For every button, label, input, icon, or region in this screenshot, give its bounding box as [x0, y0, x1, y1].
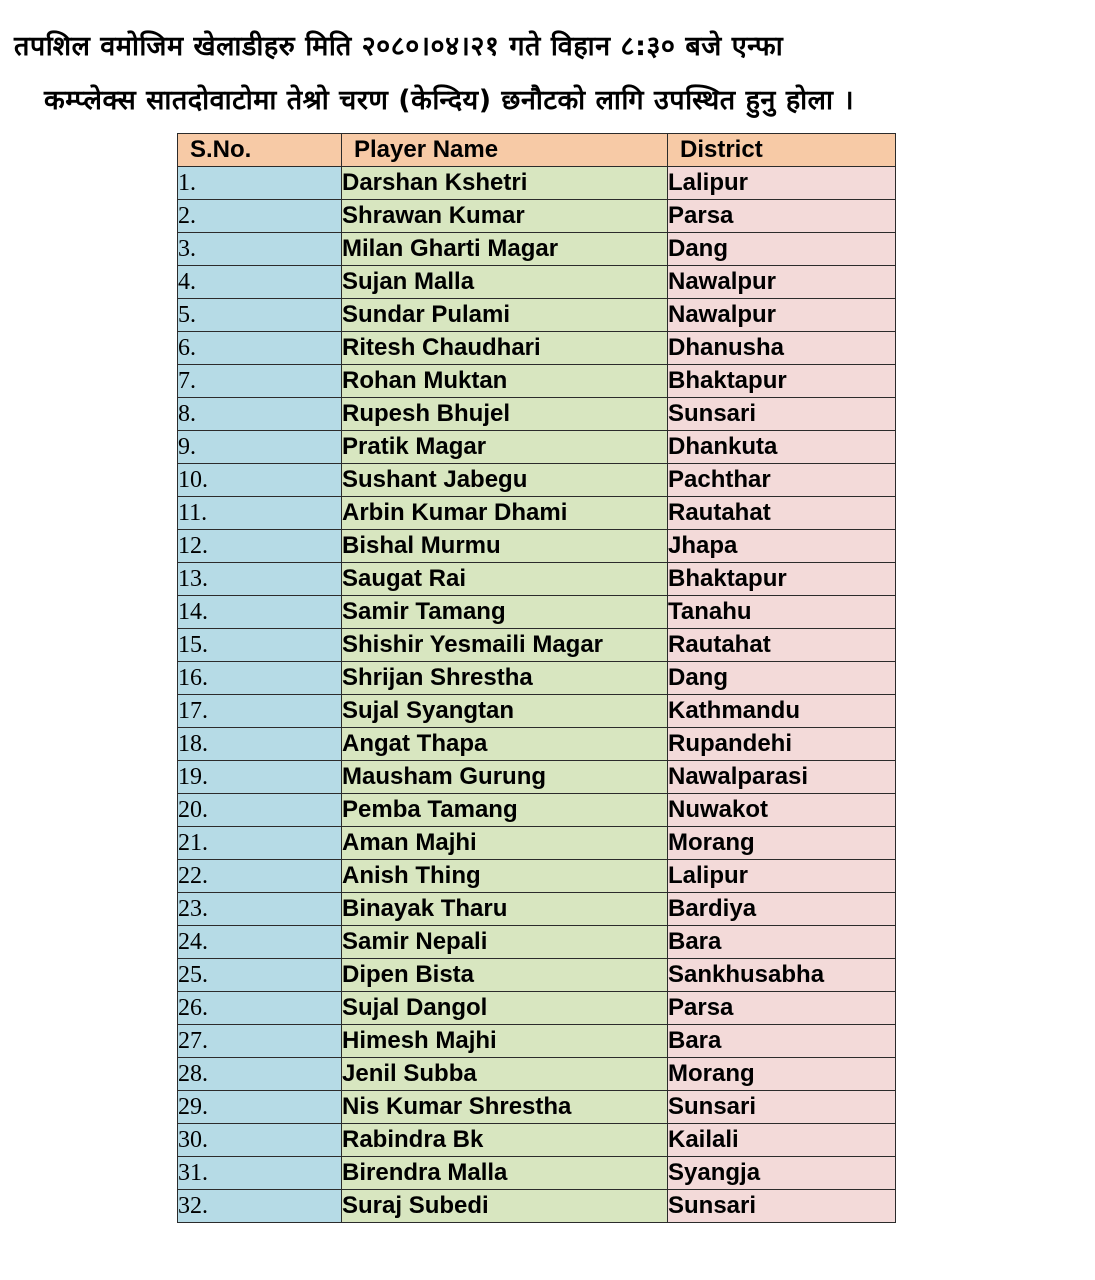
player-name-cell: Nis Kumar Shrestha [342, 1091, 668, 1124]
player-name-cell: Suraj Subedi [342, 1190, 668, 1223]
district-cell: Bhaktapur [668, 365, 896, 398]
player-name-cell: Pemba Tamang [342, 794, 668, 827]
district-cell: Kailali [668, 1124, 896, 1157]
district-cell: Pachthar [668, 464, 896, 497]
district-cell: Rautahat [668, 629, 896, 662]
serial-number-cell: 23. [178, 893, 342, 926]
table-row [178, 332, 896, 365]
player-name-cell: Rohan Muktan [342, 365, 668, 398]
player-name-cell: Saugat Rai [342, 563, 668, 596]
player-name-cell: Samir Tamang [342, 596, 668, 629]
player-name-cell: Ritesh Chaudhari [342, 332, 668, 365]
district-cell: Kathmandu [668, 695, 896, 728]
player-name-cell: Shrijan Shrestha [342, 662, 668, 695]
district-cell: Dang [668, 662, 896, 695]
serial-number-cell: 2. [178, 200, 342, 233]
table-row [178, 497, 896, 530]
district-cell: Bhaktapur [668, 563, 896, 596]
notice-line-2: कम्प्लेक्स सातदोवाटोमा तेश्रो चरण (केन्दिय) छनौटको लागि उपस्थित हुनु होला । [44, 85, 855, 116]
district-cell: Morang [668, 1058, 896, 1091]
district-cell: Sunsari [668, 1091, 896, 1124]
player-name-cell: Anish Thing [342, 860, 668, 893]
player-name-cell: Mausham Gurung [342, 761, 668, 794]
district-cell: Rautahat [668, 497, 896, 530]
player-name-cell: Sujan Malla [342, 266, 668, 299]
player-name-cell: Jenil Subba [342, 1058, 668, 1091]
table-row [178, 662, 896, 695]
table-row [178, 1091, 896, 1124]
table-row [178, 596, 896, 629]
serial-number-cell: 25. [178, 959, 342, 992]
player-name-cell: Samir Nepali [342, 926, 668, 959]
table-row [178, 365, 896, 398]
serial-number-cell: 12. [178, 530, 342, 563]
serial-number-cell: 24. [178, 926, 342, 959]
player-name-cell: Darshan Kshetri [342, 167, 668, 200]
serial-number-cell: 28. [178, 1058, 342, 1091]
district-cell: Sunsari [668, 398, 896, 431]
serial-number-cell: 32. [178, 1190, 342, 1223]
table-row [178, 794, 896, 827]
district-cell: Sankhusabha [668, 959, 896, 992]
player-name-cell: Milan Gharti Magar [342, 233, 668, 266]
player-name-cell: Sundar Pulami [342, 299, 668, 332]
table-row [178, 200, 896, 233]
serial-number-cell: 18. [178, 728, 342, 761]
table-row [178, 959, 896, 992]
district-cell: Dhanusha [668, 332, 896, 365]
table-header-row [178, 134, 896, 167]
district-cell: Tanahu [668, 596, 896, 629]
district-cell: Lalipur [668, 860, 896, 893]
table-row [178, 893, 896, 926]
header-player-name: Player Name [342, 134, 668, 167]
player-name-cell: Rupesh Bhujel [342, 398, 668, 431]
player-name-cell: Bishal Murmu [342, 530, 668, 563]
district-cell: Nawalpur [668, 266, 896, 299]
table-row [178, 1190, 896, 1223]
serial-number-cell: 26. [178, 992, 342, 1025]
district-cell: Rupandehi [668, 728, 896, 761]
header-sno: S.No. [178, 134, 342, 167]
player-name-cell: Sujal Syangtan [342, 695, 668, 728]
serial-number-cell: 9. [178, 431, 342, 464]
table-row [178, 431, 896, 464]
player-name-cell: Arbin Kumar Dhami [342, 497, 668, 530]
player-name-cell: Sujal Dangol [342, 992, 668, 1025]
district-cell: Parsa [668, 200, 896, 233]
serial-number-cell: 30. [178, 1124, 342, 1157]
serial-number-cell: 14. [178, 596, 342, 629]
table-row [178, 860, 896, 893]
player-name-cell: Pratik Magar [342, 431, 668, 464]
player-name-cell: Rabindra Bk [342, 1124, 668, 1157]
district-cell: Bara [668, 1025, 896, 1058]
district-cell: Lalipur [668, 167, 896, 200]
table-row [178, 926, 896, 959]
serial-number-cell: 29. [178, 1091, 342, 1124]
player-name-cell: Birendra Malla [342, 1157, 668, 1190]
serial-number-cell: 27. [178, 1025, 342, 1058]
table-row [178, 1157, 896, 1190]
district-cell: Nawalparasi [668, 761, 896, 794]
player-name-cell: Dipen Bista [342, 959, 668, 992]
serial-number-cell: 10. [178, 464, 342, 497]
table-row [178, 464, 896, 497]
serial-number-cell: 22. [178, 860, 342, 893]
table-row [178, 629, 896, 662]
table-row [178, 398, 896, 431]
player-name-cell: Himesh Majhi [342, 1025, 668, 1058]
player-name-cell: Sushant Jabegu [342, 464, 668, 497]
district-cell: Nawalpur [668, 299, 896, 332]
district-cell: Morang [668, 827, 896, 860]
serial-number-cell: 3. [178, 233, 342, 266]
district-cell: Jhapa [668, 530, 896, 563]
player-name-cell: Angat Thapa [342, 728, 668, 761]
player-name-cell: Shishir Yesmaili Magar [342, 629, 668, 662]
table-row [178, 728, 896, 761]
players-table [177, 133, 896, 1223]
serial-number-cell: 31. [178, 1157, 342, 1190]
table-row [178, 167, 896, 200]
district-cell: Sunsari [668, 1190, 896, 1223]
serial-number-cell: 4. [178, 266, 342, 299]
serial-number-cell: 13. [178, 563, 342, 596]
serial-number-cell: 21. [178, 827, 342, 860]
table-row [178, 695, 896, 728]
district-cell: Syangja [668, 1157, 896, 1190]
serial-number-cell: 11. [178, 497, 342, 530]
serial-number-cell: 7. [178, 365, 342, 398]
serial-number-cell: 1. [178, 167, 342, 200]
district-cell: Dang [668, 233, 896, 266]
table-row [178, 299, 896, 332]
serial-number-cell: 19. [178, 761, 342, 794]
table-row [178, 1025, 896, 1058]
serial-number-cell: 8. [178, 398, 342, 431]
serial-number-cell: 6. [178, 332, 342, 365]
player-name-cell: Binayak Tharu [342, 893, 668, 926]
table-row [178, 530, 896, 563]
district-cell: Bardiya [668, 893, 896, 926]
table-row [178, 992, 896, 1025]
table-row [178, 266, 896, 299]
table-body [178, 167, 896, 1223]
table-row [178, 1124, 896, 1157]
notice-line-1: तपशिल वमोजिम खेलाडीहरु मिति २०८०।०४।२१ गते विहान ८:३० बजे एन्फा [14, 31, 784, 62]
table-row [178, 233, 896, 266]
table-row [178, 827, 896, 860]
district-cell: Nuwakot [668, 794, 896, 827]
table-row [178, 761, 896, 794]
district-cell: Bara [668, 926, 896, 959]
header-district: District [668, 134, 896, 167]
district-cell: Dhankuta [668, 431, 896, 464]
serial-number-cell: 15. [178, 629, 342, 662]
serial-number-cell: 16. [178, 662, 342, 695]
serial-number-cell: 17. [178, 695, 342, 728]
district-cell: Parsa [668, 992, 896, 1025]
table-row [178, 563, 896, 596]
serial-number-cell: 20. [178, 794, 342, 827]
serial-number-cell: 5. [178, 299, 342, 332]
player-name-cell: Aman Majhi [342, 827, 668, 860]
player-name-cell: Shrawan Kumar [342, 200, 668, 233]
table-row [178, 1058, 896, 1091]
